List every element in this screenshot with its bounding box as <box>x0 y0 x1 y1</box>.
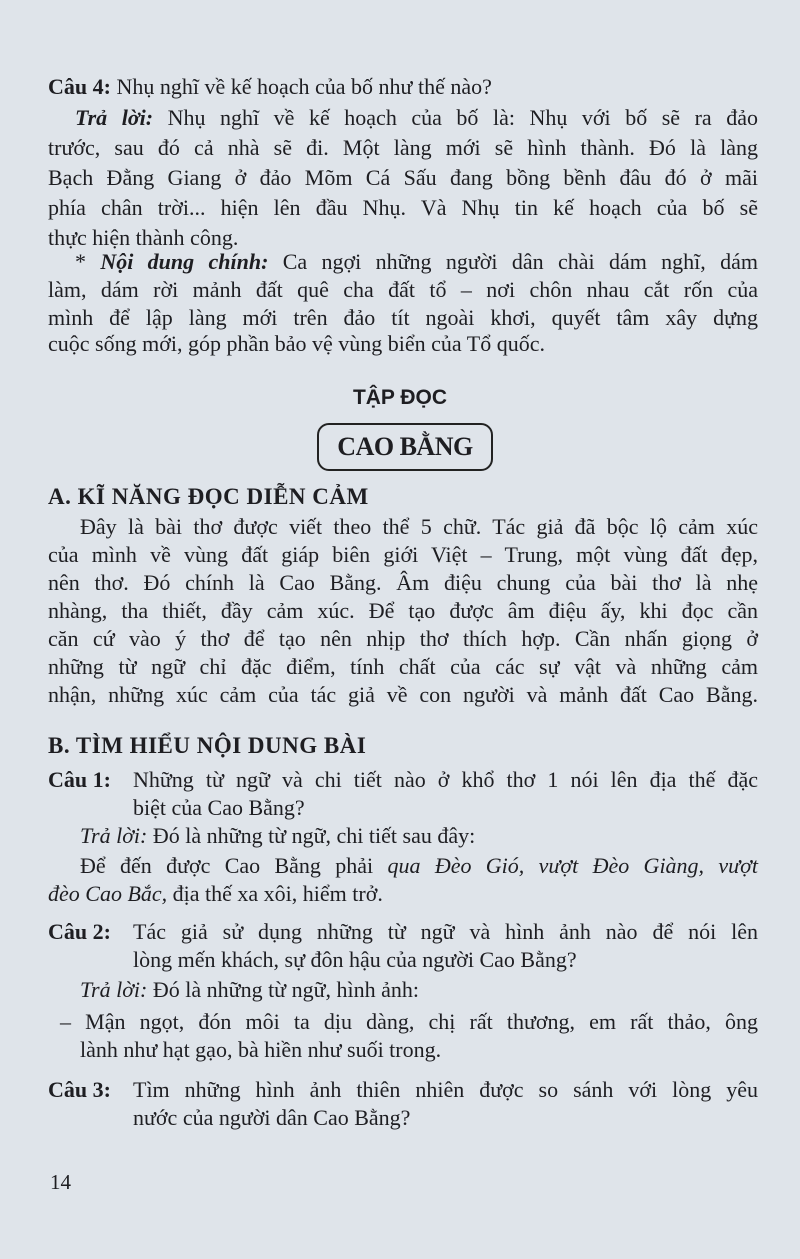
question-line: Tìm những hình ảnh thiên nhiên được so sánh với lòng yêu <box>133 1077 758 1102</box>
paragraph-line: những từ ngữ chỉ đặc điểm, tính chất của các sự vật và những cảm <box>48 654 758 679</box>
answer-line: trước, sau đó cả nhà sẽ đi. Một làng mới sẽ hình thành. Đó là làng <box>48 135 758 160</box>
question-1-label: Câu 1: <box>48 767 111 792</box>
main-idea-line <box>75 248 758 276</box>
answer-text: Đó là những từ ngữ, hình ảnh: <box>147 977 420 1002</box>
main-idea-text: Ca ngợi những người dân chài dám nghĩ, dám <box>268 249 758 274</box>
answer-line <box>75 104 758 132</box>
main-idea-label: Nội dung chính: <box>100 249 269 274</box>
asterisk: * <box>75 249 101 274</box>
paragraph-line: nhàng, tha thiết, đầy cảm xúc. Để tạo được âm điệu ấy, khi đọc cần <box>48 598 758 623</box>
answer-line <box>48 880 758 908</box>
main-idea-line: cuộc sống mới, góp phần bảo vệ vùng biển của Tổ quốc. <box>48 331 545 356</box>
paragraph-line: Đây là bài thơ được viết theo thể 5 chữ. Tác giả đã bộc lộ cảm xúc <box>80 514 758 539</box>
answer-line <box>80 822 758 850</box>
paragraph-line: căn cứ vào ý thơ để tạo nên nhịp thơ thích hợp. Cần nhấn giọng ở <box>48 626 758 651</box>
answer-line <box>80 852 758 880</box>
answer-line: phía chân trời... hiện lên đầu Nhụ. Và Nhụ tin kế hoạch của bố sẽ <box>48 195 758 220</box>
question-label: Câu 4: <box>48 74 111 99</box>
main-idea-line: làm, dám rời mảnh đất quê cha đất tổ – nơi chôn nhau cắt rốn của <box>48 277 758 302</box>
question-4 <box>48 73 758 101</box>
part-a-heading: A. KĨ NĂNG ĐỌC DIỄN CẢM <box>48 484 369 509</box>
answer-label: Trả lời: <box>80 977 148 1002</box>
quoted-text: đèo Cao Bắc, <box>48 881 168 906</box>
main-idea-line: mình để lập làng mới trên đảo tít ngoài khơi, quyết tâm xây dựng <box>48 305 758 330</box>
bullet-line: – Mận ngọt, đón môi ta dịu dàng, chị rất thương, em rất thảo, ông <box>60 1009 758 1034</box>
question-text: Nhụ nghĩ về kế hoạch của bố như thế nào? <box>110 74 492 99</box>
question-line: Tác giả sử dụng những từ ngữ và hình ảnh nào để nói lên <box>133 919 758 944</box>
paragraph-line: của mình về vùng đất giáp biên giới Việt – Trung, một vùng đất đẹp, <box>48 542 758 567</box>
question-3-label: Câu 3: <box>48 1077 111 1102</box>
answer-text: địa thế xa xôi, hiểm trở. <box>167 881 383 906</box>
page-number: 14 <box>50 1170 71 1194</box>
answer-line <box>80 976 758 1004</box>
answer-text: Để đến được Cao Bằng phải <box>80 853 388 878</box>
paragraph-line: nên thơ. Đó chính là Cao Bằng. Âm điệu chung của bài thơ là nhẹ <box>48 570 758 595</box>
bullet-line: lành như hạt gạo, bà hiền như suối trong. <box>80 1037 442 1062</box>
answer-text: Nhụ nghĩ về kế hoạch của bố là: Nhụ với bố sẽ ra đảo <box>153 105 758 130</box>
section-label: TẬP ĐỌC <box>352 386 448 409</box>
quoted-text: qua Đèo Gió, vượt Đèo Giàng, vượt <box>387 853 759 878</box>
question-line: nước của người dân Cao Bằng? <box>133 1105 411 1130</box>
question-line: Những từ ngữ và chi tiết nào ở khổ thơ 1 nói lên địa thế đặc <box>133 767 758 792</box>
question-2-label: Câu 2: <box>48 919 111 944</box>
answer-label: Trả lời: <box>80 823 148 848</box>
question-line: biệt của Cao Bằng? <box>133 795 305 820</box>
question-line: lòng mến khách, sự đôn hậu của người Cao Bằng? <box>133 947 577 972</box>
paragraph-line: nhận, những xúc cảm của tác giả về con người và mảnh đất Cao Bằng. <box>48 682 758 707</box>
answer-text: Đó là những từ ngữ, chi tiết sau đây: <box>147 823 476 848</box>
answer-label: Trả lời: <box>75 105 154 130</box>
lesson-title: CAO BẰNG <box>317 423 493 471</box>
part-b-heading: B. TÌM HIỂU NỘI DUNG BÀI <box>48 733 367 758</box>
answer-line: Bạch Đằng Giang ở đảo Mõm Cá Sấu đang bồng bềnh đâu đó ở mãi <box>48 165 758 190</box>
answer-line: thực hiện thành công. <box>48 225 239 250</box>
